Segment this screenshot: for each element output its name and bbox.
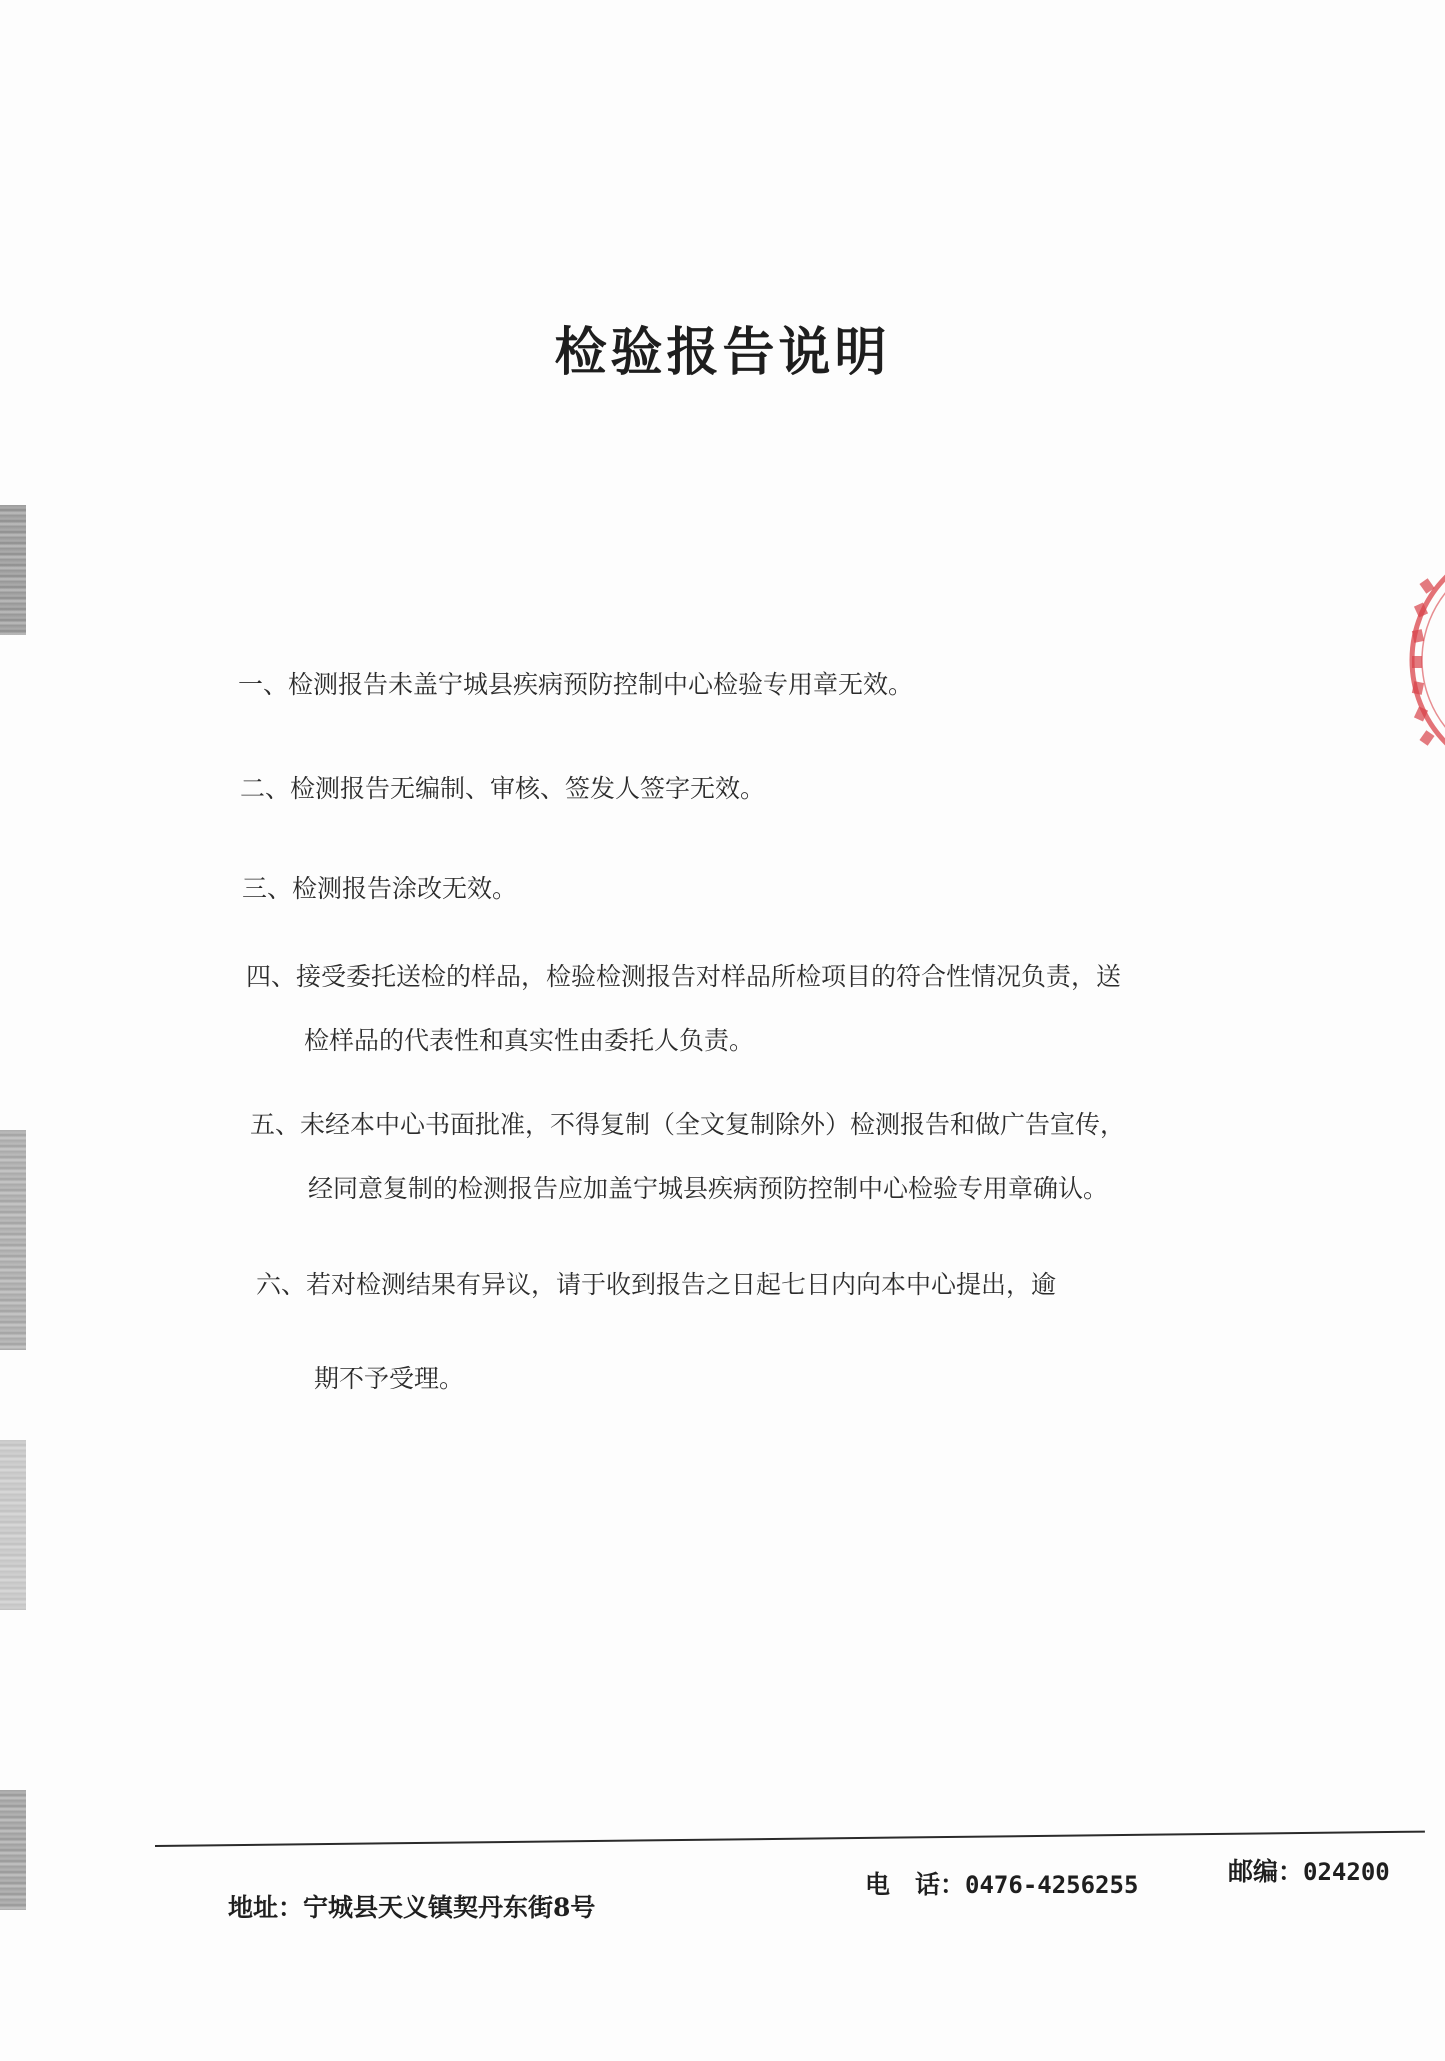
clause-text: 三、检测报告涂改无效。	[242, 874, 518, 903]
postal-label: 邮编：	[1228, 1857, 1304, 1886]
clause-4	[246, 960, 1121, 1058]
address-label: 地址：	[228, 1893, 304, 1922]
clause-5	[250, 1108, 1125, 1206]
clause-continuation: 经同意复制的检测报告应加盖宁城县疾病预防控制中心检验专用章确认。	[308, 1174, 1109, 1203]
clause-text: 五、未经本中心书面批准，不得复制（全文复制除外）检测报告和做广告宣传，	[250, 1110, 1126, 1139]
clause-text: 二、检测报告无编制、审核、签发人签字无效。	[240, 774, 766, 803]
clause-continuation: 期不予受理。	[314, 1364, 465, 1393]
clause-continuation: 检样品的代表性和真实性由委托人负责。	[304, 1026, 755, 1055]
address-value: 宁城县天义镇契丹东街8号	[303, 1893, 596, 1922]
clause-text: 一、检测报告未盖宁城县疾病预防控制中心检验专用章无效。	[238, 670, 914, 699]
scan-artifact	[0, 1790, 26, 1910]
phone-label: 电 话：	[865, 1870, 966, 1899]
footer-address	[228, 1888, 595, 1924]
phone-value: 0476-4256255	[965, 1871, 1139, 1899]
clause-text: 六、若对检测结果有异议，请于收到报告之日起七日内向本中心提出，逾	[256, 1270, 1057, 1299]
clause-1	[238, 668, 913, 702]
scan-artifact	[0, 1440, 26, 1610]
seal-icon	[1400, 540, 1445, 780]
postal-value: 024200	[1303, 1858, 1390, 1886]
document-title: 检验报告说明	[554, 322, 891, 383]
clause-6	[256, 1268, 1056, 1396]
clause-3	[242, 872, 517, 906]
scan-artifact	[0, 1130, 26, 1350]
scan-artifact	[0, 505, 26, 635]
footer-phone	[865, 1865, 1138, 1901]
footer-divider	[155, 1831, 1425, 1847]
official-seal-fragment	[1400, 540, 1445, 780]
footer-postal	[1228, 1852, 1390, 1888]
clause-2	[240, 772, 765, 806]
clause-text: 四、接受委托送检的样品，检验检测报告对样品所检项目的符合性情况负责，送	[246, 962, 1122, 991]
